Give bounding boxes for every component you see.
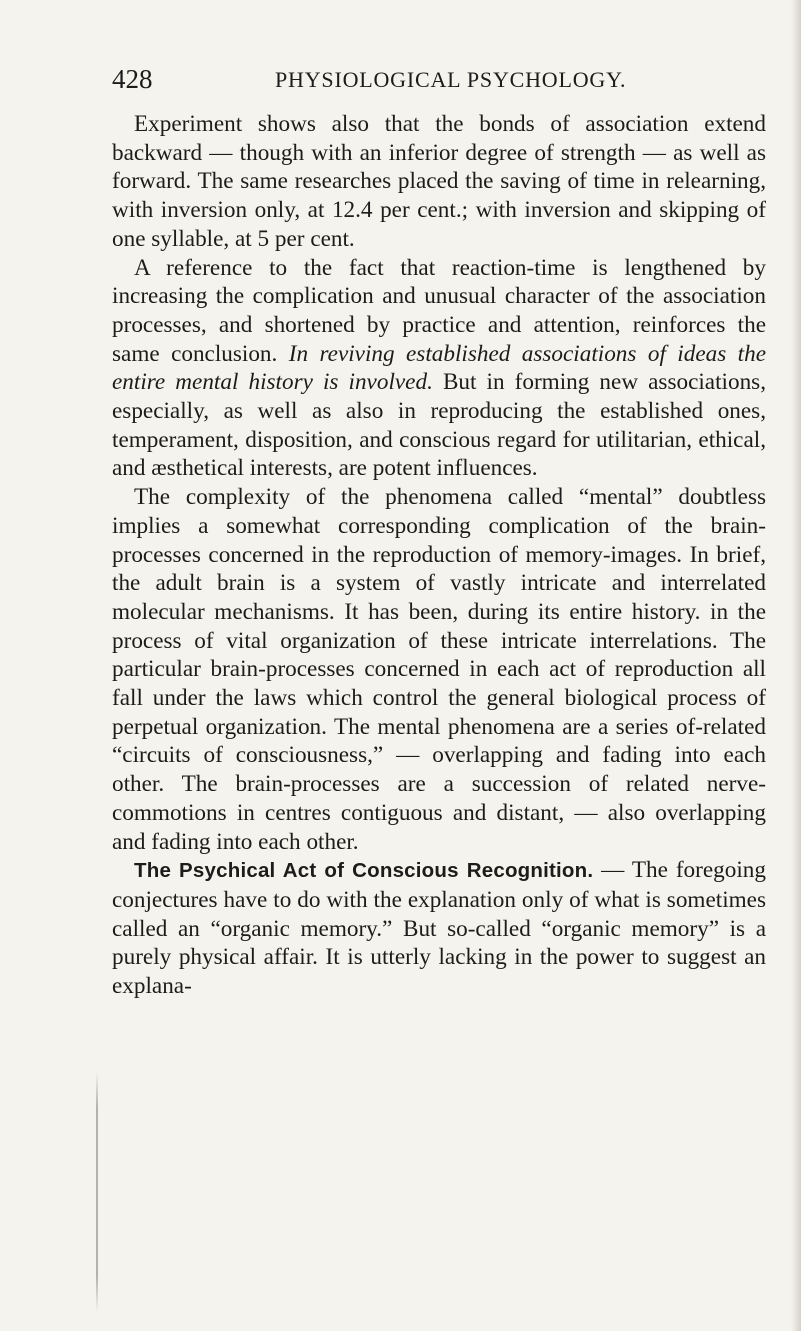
paragraph-reaction-time — [112, 254, 766, 484]
paragraph-text: — The foregoing conjectures have to do with the explanation only of what is sometimes called an “organic memory.” But so-called “organic memory” is a purely physical affair. It is utterly lacking in the power to suggest an explana- — [112, 857, 766, 1000]
margin-pencil-mark — [96, 1072, 98, 1312]
paragraph-text: But in forming new associations, especially, as well as also in reproducing the established ones, temperament, disposition, and conscious regard for utilitarian, ethical, and æsthetical interests, are potent influences. — [112, 369, 766, 482]
page-number: 428 — [112, 64, 153, 94]
paragraph-conscious-recognition — [112, 856, 766, 1001]
italic-statement: In reviving established associations of ideas the entire mental history is involved. — [112, 340, 766, 396]
paragraph-text: A reference to the fact that reaction-time is lengthened by increasing the complication and unusual character of the association processes, and shortened by practice and attention, reinforces the same conclusion. — [112, 254, 766, 367]
running-head: PHYSIOLOGICAL PSYCHOLOGY. — [275, 67, 627, 92]
body-text — [112, 110, 766, 1001]
paragraph-complexity: The complexity of the phenomena called “mental” doubtless implies a somewhat corresponding complication of the brain-processes concerned in the reproduction of memory-images. In brief, the adult brain is a system of vastly intricate and interrelated molecular mechanisms. It has been, during its entire history. in the process of vital organization of these intricate interrelations. The particular brain-processes concerned in each act of reproduction all fall under the laws which control the general biological process of perpetual organization. The mental phenomena are a series of-related “circuits of consciousness,” — overlapping and fading into each other. The brain-processes are a succession of related nerve-commotions in centres contiguous and distant, — also overlapping and fading into each other. — [112, 484, 766, 855]
paragraph-association-backward: Experiment shows also that the bonds of association extend backward — though with an inferior degree of strength — as well as forward. The same researches placed the saving of time in relearning, with inversion only, at 12.4 per cent.; with inversion and skipping of one syllable, at 5 per cent. — [112, 111, 766, 252]
page-edge-shadow — [791, 0, 801, 1331]
page-header — [112, 62, 752, 102]
section-heading: The Psychical Act of Conscious Recognition. — [134, 859, 594, 883]
